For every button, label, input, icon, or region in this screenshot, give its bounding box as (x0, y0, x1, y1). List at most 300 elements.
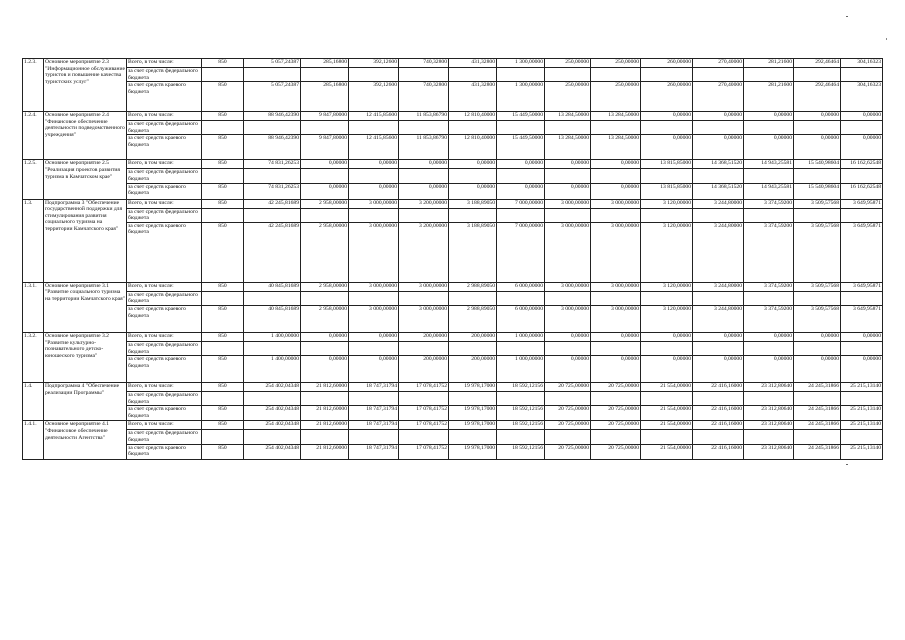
value-cell (693, 121, 744, 135)
value-cell (591, 68, 641, 82)
value-cell (841, 121, 883, 135)
value-cell: 0,00000 (841, 356, 883, 383)
unit-code: 850 (202, 383, 244, 392)
value-cell (744, 169, 794, 183)
value-cell: 200,00000 (399, 332, 449, 341)
value-cell: 0,00000 (399, 160, 449, 169)
unit-code: 850 (202, 282, 244, 291)
value-cell: 3 000,00000 (349, 222, 399, 282)
value-cell (641, 291, 693, 305)
value-cell: 0,00000 (841, 135, 883, 160)
value-cell: 5 057,24387 (244, 59, 301, 68)
value-cell (841, 208, 883, 222)
unit-code (202, 208, 244, 222)
value-cell (545, 169, 591, 183)
value-cell (301, 291, 349, 305)
value-cell: 3 649,95871 (841, 282, 883, 291)
value-cell: 6 000,00000 (497, 282, 545, 291)
value-cell: 3 374,59200 (744, 222, 794, 282)
value-cell (591, 341, 641, 355)
value-cell: 304,16323 (841, 82, 883, 112)
unit-code: 850 (202, 160, 244, 169)
unit-code: 850 (202, 444, 244, 459)
value-cell: 21 812,60000 (301, 421, 349, 430)
value-cell: 0,00000 (744, 135, 794, 160)
value-cell: 270,40000 (693, 82, 744, 112)
value-cell (349, 68, 399, 82)
unit-code (202, 68, 244, 82)
value-cell: 3 509,57568 (794, 199, 841, 208)
value-cell: 19 978,17000 (449, 421, 497, 430)
value-cell: 3 000,00000 (591, 199, 641, 208)
funding-source: за счет средств федерального бюджета (127, 169, 202, 183)
value-cell (841, 341, 883, 355)
value-cell (449, 430, 497, 444)
value-cell: 0,00000 (794, 356, 841, 383)
value-cell (841, 392, 883, 406)
value-cell (449, 392, 497, 406)
value-cell: 12 810,40000 (449, 112, 497, 121)
value-cell (399, 121, 449, 135)
value-cell (794, 68, 841, 82)
value-cell (449, 208, 497, 222)
value-cell: 88 946,42390 (244, 135, 301, 160)
scan-speck (846, 16, 848, 17)
row-code: 1.2.3. (23, 59, 44, 112)
value-cell (641, 208, 693, 222)
value-cell: 0,00000 (641, 112, 693, 121)
value-cell: 200,00000 (399, 356, 449, 383)
value-cell (449, 291, 497, 305)
value-cell: 0,00000 (841, 332, 883, 341)
value-cell (794, 392, 841, 406)
value-cell: 0,00000 (641, 332, 693, 341)
value-cell (497, 392, 545, 406)
value-cell: 254 402,04348 (244, 406, 301, 421)
unit-code (202, 291, 244, 305)
value-cell: 40 845,81689 (244, 282, 301, 291)
value-cell: 9 847,80000 (301, 135, 349, 160)
value-cell: 23 312,80640 (744, 444, 794, 459)
value-cell: 254 402,04348 (244, 383, 301, 392)
row-name: Основное мероприятие 3.1 "Развитие социального туризма на территории Камчатского края" (44, 282, 127, 332)
value-cell (349, 208, 399, 222)
value-cell: 11 853,86790 (399, 112, 449, 121)
value-cell: 3 649,95871 (841, 305, 883, 332)
value-cell: 21 554,00000 (641, 383, 693, 392)
value-cell (693, 169, 744, 183)
value-cell: 0,00000 (744, 356, 794, 383)
value-cell: 12 415,85600 (349, 135, 399, 160)
value-cell: 14 943,25581 (744, 160, 794, 169)
value-cell: 0,00000 (693, 356, 744, 383)
funding-source: Всего, в том числе: (127, 332, 202, 341)
value-cell: 2 958,00000 (301, 222, 349, 282)
table-row (23, 421, 883, 430)
value-cell: 3 000,00000 (349, 282, 399, 291)
value-cell: 0,00000 (301, 356, 349, 383)
value-cell: 13 815,85000 (641, 183, 693, 199)
row-code: 1.3.2. (23, 332, 44, 382)
value-cell: 12 810,40000 (449, 135, 497, 160)
value-cell: 20 725,00000 (545, 421, 591, 430)
value-cell: 23 312,80640 (744, 406, 794, 421)
value-cell: 17 078,41752 (399, 444, 449, 459)
value-cell (693, 392, 744, 406)
value-cell (641, 392, 693, 406)
unit-code: 850 (202, 135, 244, 160)
value-cell: 13 284,50000 (591, 112, 641, 121)
value-cell: 0,00000 (301, 332, 349, 341)
value-cell: 12 415,85600 (349, 112, 399, 121)
value-cell: 21 554,00000 (641, 421, 693, 430)
value-cell: 22 416,16000 (693, 421, 744, 430)
value-cell: 0,00000 (693, 112, 744, 121)
unit-code: 850 (202, 421, 244, 430)
table-row (23, 282, 883, 291)
value-cell: 11 853,86790 (399, 135, 449, 160)
value-cell: 20 725,00000 (591, 383, 641, 392)
value-cell: 0,00000 (545, 160, 591, 169)
value-cell: 0,00000 (794, 135, 841, 160)
value-cell: 3 509,57568 (794, 282, 841, 291)
value-cell: 25 215,13140 (841, 444, 883, 459)
value-cell: 74 831,26253 (244, 183, 301, 199)
value-cell (641, 430, 693, 444)
value-cell: 24 245,31866 (794, 421, 841, 430)
value-cell: 1 000,00000 (497, 332, 545, 341)
funding-source: за счет средств краевого бюджета (127, 444, 202, 459)
table-row (23, 199, 883, 208)
value-cell (244, 68, 301, 82)
funding-source: за счет средств краевого бюджета (127, 222, 202, 282)
value-cell: 0,00000 (449, 160, 497, 169)
table-row (23, 208, 883, 222)
value-cell (693, 208, 744, 222)
value-cell: 3 000,00000 (591, 305, 641, 332)
value-cell (591, 208, 641, 222)
value-cell: 18 592,12156 (497, 444, 545, 459)
unit-code (202, 392, 244, 406)
value-cell (497, 68, 545, 82)
value-cell: 250,00000 (545, 59, 591, 68)
value-cell (591, 430, 641, 444)
funding-source: Всего, в том числе: (127, 383, 202, 392)
unit-code: 850 (202, 406, 244, 421)
row-code: 1.2.5. (23, 160, 44, 199)
funding-source: за счет средств краевого бюджета (127, 406, 202, 421)
value-cell: 3 000,00000 (349, 199, 399, 208)
value-cell: 74 831,26253 (244, 160, 301, 169)
value-cell (641, 68, 693, 82)
value-cell (794, 291, 841, 305)
value-cell: 22 416,16000 (693, 444, 744, 459)
value-cell (349, 169, 399, 183)
table-row (23, 291, 883, 305)
value-cell (841, 68, 883, 82)
value-cell (744, 208, 794, 222)
value-cell: 3 120,00000 (641, 222, 693, 282)
value-cell: 3 000,00000 (349, 305, 399, 332)
value-cell: 42 245,81689 (244, 222, 301, 282)
value-cell: 18 747,31794 (349, 406, 399, 421)
funding-source: за счет средств федерального бюджета (127, 291, 202, 305)
funding-source: за счет средств федерального бюджета (127, 121, 202, 135)
value-cell (545, 208, 591, 222)
value-cell: 0,00000 (497, 183, 545, 199)
value-cell (841, 291, 883, 305)
table-row (23, 332, 883, 341)
value-cell: 0,00000 (794, 112, 841, 121)
table-row (23, 160, 883, 169)
value-cell: 3 509,57568 (794, 305, 841, 332)
value-cell: 3 000,00000 (545, 282, 591, 291)
value-cell: 0,00000 (744, 332, 794, 341)
value-cell: 3 120,00000 (641, 282, 693, 291)
value-cell: 20 725,00000 (545, 406, 591, 421)
unit-code: 850 (202, 59, 244, 68)
value-cell: 200,00000 (449, 356, 497, 383)
value-cell: 22 416,16000 (693, 383, 744, 392)
value-cell: 88 946,42390 (244, 112, 301, 121)
value-cell: 13 284,50000 (545, 135, 591, 160)
value-cell: 14 943,25581 (744, 183, 794, 199)
value-cell: 16 162,62548 (841, 183, 883, 199)
value-cell: 0,00000 (841, 112, 883, 121)
value-cell (349, 121, 399, 135)
value-cell (794, 169, 841, 183)
value-cell: 2 958,00000 (301, 199, 349, 208)
value-cell: 3 649,95871 (841, 199, 883, 208)
value-cell: 1 400,00000 (244, 356, 301, 383)
value-cell (641, 341, 693, 355)
value-cell: 0,00000 (301, 183, 349, 199)
value-cell: 3 244,80000 (693, 282, 744, 291)
funding-source: Всего, в том числе: (127, 112, 202, 121)
value-cell: 14 368,51520 (693, 160, 744, 169)
value-cell: 285,16800 (301, 59, 349, 68)
value-cell: 25 215,13140 (841, 406, 883, 421)
value-cell (399, 208, 449, 222)
unit-code (202, 341, 244, 355)
value-cell: 20 725,00000 (591, 421, 641, 430)
funding-source: за счет средств краевого бюджета (127, 356, 202, 383)
value-cell: 304,16323 (841, 59, 883, 68)
table-row (23, 430, 883, 444)
value-cell: 3 120,00000 (641, 199, 693, 208)
value-cell (693, 341, 744, 355)
value-cell: 3 000,00000 (399, 282, 449, 291)
funding-source: Всего, в том числе: (127, 421, 202, 430)
value-cell: 2 958,00000 (301, 282, 349, 291)
value-cell: 0,00000 (399, 183, 449, 199)
value-cell: 23 312,80640 (744, 421, 794, 430)
value-cell (497, 169, 545, 183)
value-cell: 0,00000 (591, 183, 641, 199)
value-cell: 5 057,24387 (244, 82, 301, 112)
value-cell: 18 592,12156 (497, 421, 545, 430)
value-cell: 21 812,60000 (301, 444, 349, 459)
value-cell: 740,32800 (399, 59, 449, 68)
value-cell: 3 244,80000 (693, 199, 744, 208)
value-cell: 18 592,12156 (497, 406, 545, 421)
value-cell: 431,32800 (449, 59, 497, 68)
value-cell: 3 509,57568 (794, 222, 841, 282)
value-cell (244, 208, 301, 222)
value-cell: 281,21600 (744, 59, 794, 68)
value-cell: 40 845,81689 (244, 305, 301, 332)
table-row (23, 444, 883, 459)
value-cell (641, 169, 693, 183)
value-cell (591, 121, 641, 135)
value-cell: 2 988,89050 (449, 305, 497, 332)
value-cell (449, 68, 497, 82)
funding-source: за счет средств краевого бюджета (127, 305, 202, 332)
value-cell: 13 815,85000 (641, 160, 693, 169)
row-code: 1.4.1. (23, 421, 44, 459)
value-cell (349, 291, 399, 305)
value-cell: 3 244,80000 (693, 305, 744, 332)
unit-code: 850 (202, 305, 244, 332)
value-cell: 9 847,80000 (301, 112, 349, 121)
value-cell: 3 649,95871 (841, 222, 883, 282)
funding-source: за счет средств федерального бюджета (127, 430, 202, 444)
value-cell: 3 374,59200 (744, 305, 794, 332)
row-name: Основное мероприятие 2.4 "Финансовое обеспечение деятельности подведомственного учреждения" (44, 112, 127, 160)
value-cell: 285,16800 (301, 82, 349, 112)
value-cell (399, 291, 449, 305)
table-row (23, 82, 883, 112)
value-cell: 0,00000 (591, 160, 641, 169)
value-cell: 18 592,12156 (497, 383, 545, 392)
value-cell: 3 000,00000 (591, 222, 641, 282)
value-cell: 3 200,00000 (399, 222, 449, 282)
value-cell: 24 245,31866 (794, 383, 841, 392)
value-cell (497, 430, 545, 444)
value-cell (744, 291, 794, 305)
value-cell: 254 402,04348 (244, 444, 301, 459)
value-cell: 3 120,00000 (641, 305, 693, 332)
value-cell (794, 430, 841, 444)
value-cell: 15 540,98604 (794, 160, 841, 169)
funding-source: Всего, в том числе: (127, 282, 202, 291)
value-cell: 0,00000 (545, 332, 591, 341)
unit-code: 850 (202, 82, 244, 112)
value-cell: 270,40000 (693, 59, 744, 68)
funding-source: за счет средств федерального бюджета (127, 392, 202, 406)
value-cell (545, 121, 591, 135)
value-cell: 0,00000 (349, 356, 399, 383)
value-cell: 292,46464 (794, 59, 841, 68)
value-cell (545, 430, 591, 444)
value-cell: 24 245,31866 (794, 406, 841, 421)
value-cell (545, 392, 591, 406)
value-cell: 6 000,00000 (497, 305, 545, 332)
value-cell (497, 208, 545, 222)
value-cell (744, 341, 794, 355)
row-name: Основное мероприятие 4.1 "Финансовое обеспечение деятельности Агентства" (44, 421, 127, 459)
value-cell (301, 208, 349, 222)
funding-source: за счет средств федерального бюджета (127, 208, 202, 222)
funding-source: за счет средств краевого бюджета (127, 135, 202, 160)
funding-source: за счет средств федерального бюджета (127, 341, 202, 355)
value-cell (641, 121, 693, 135)
unit-code: 850 (202, 222, 244, 282)
unit-code: 850 (202, 183, 244, 199)
row-code: 1.4. (23, 383, 44, 421)
value-cell (693, 68, 744, 82)
value-cell (841, 169, 883, 183)
value-cell: 260,00000 (641, 59, 693, 68)
value-cell: 0,00000 (349, 332, 399, 341)
table-row (23, 406, 883, 421)
value-cell (244, 430, 301, 444)
value-cell (794, 208, 841, 222)
table-row (23, 356, 883, 383)
table-row (23, 305, 883, 332)
value-cell: 7 000,00000 (497, 222, 545, 282)
value-cell: 3 188,89050 (449, 199, 497, 208)
value-cell: 25 215,13140 (841, 421, 883, 430)
table-row (23, 112, 883, 121)
value-cell (349, 392, 399, 406)
value-cell (693, 430, 744, 444)
value-cell: 15 449,50000 (497, 112, 545, 121)
value-cell: 3 000,00000 (545, 305, 591, 332)
value-cell: 431,32800 (449, 82, 497, 112)
value-cell (794, 121, 841, 135)
value-cell: 23 312,80640 (744, 383, 794, 392)
value-cell: 250,00000 (591, 82, 641, 112)
value-cell: 281,21600 (744, 82, 794, 112)
row-name: Подпрограмма 4 "Обеспечение реализации Программы" (44, 383, 127, 421)
value-cell: 0,00000 (349, 160, 399, 169)
value-cell (497, 291, 545, 305)
value-cell (244, 169, 301, 183)
funding-source: Всего, в том числе: (127, 59, 202, 68)
unit-code: 850 (202, 112, 244, 121)
value-cell (301, 121, 349, 135)
value-cell (349, 430, 399, 444)
value-cell: 18 747,31794 (349, 421, 399, 430)
value-cell: 25 215,13140 (841, 383, 883, 392)
value-cell: 0,00000 (301, 160, 349, 169)
table-row (23, 169, 883, 183)
value-cell: 7 000,00000 (497, 199, 545, 208)
value-cell (591, 169, 641, 183)
row-name: Подпрограмма 3 "Обеспечение государственной поддержки для стимулирования развития социального туризма на территории Камчатского края" (44, 199, 127, 282)
table-row (23, 135, 883, 160)
value-cell: 392,12600 (349, 82, 399, 112)
value-cell: 20 725,00000 (545, 444, 591, 459)
value-cell (591, 392, 641, 406)
value-cell: 21 554,00000 (641, 406, 693, 421)
value-cell (545, 68, 591, 82)
value-cell: 21 812,60000 (301, 406, 349, 421)
value-cell: 18 747,31794 (349, 444, 399, 459)
value-cell (744, 68, 794, 82)
value-cell: 3 000,00000 (399, 305, 449, 332)
value-cell: 0,00000 (349, 183, 399, 199)
value-cell: 19 978,17000 (449, 383, 497, 392)
scan-speck (886, 38, 887, 40)
row-name: Основное мероприятие 3.2 "Развитие культурно-познавательного детско-юношеского туризма" (44, 332, 127, 382)
row-code: 1.2.4. (23, 112, 44, 160)
value-cell: 0,00000 (641, 356, 693, 383)
row-code: 1.3. (23, 199, 44, 282)
funding-source: Всего, в том числе: (127, 160, 202, 169)
value-cell: 3 000,00000 (545, 199, 591, 208)
